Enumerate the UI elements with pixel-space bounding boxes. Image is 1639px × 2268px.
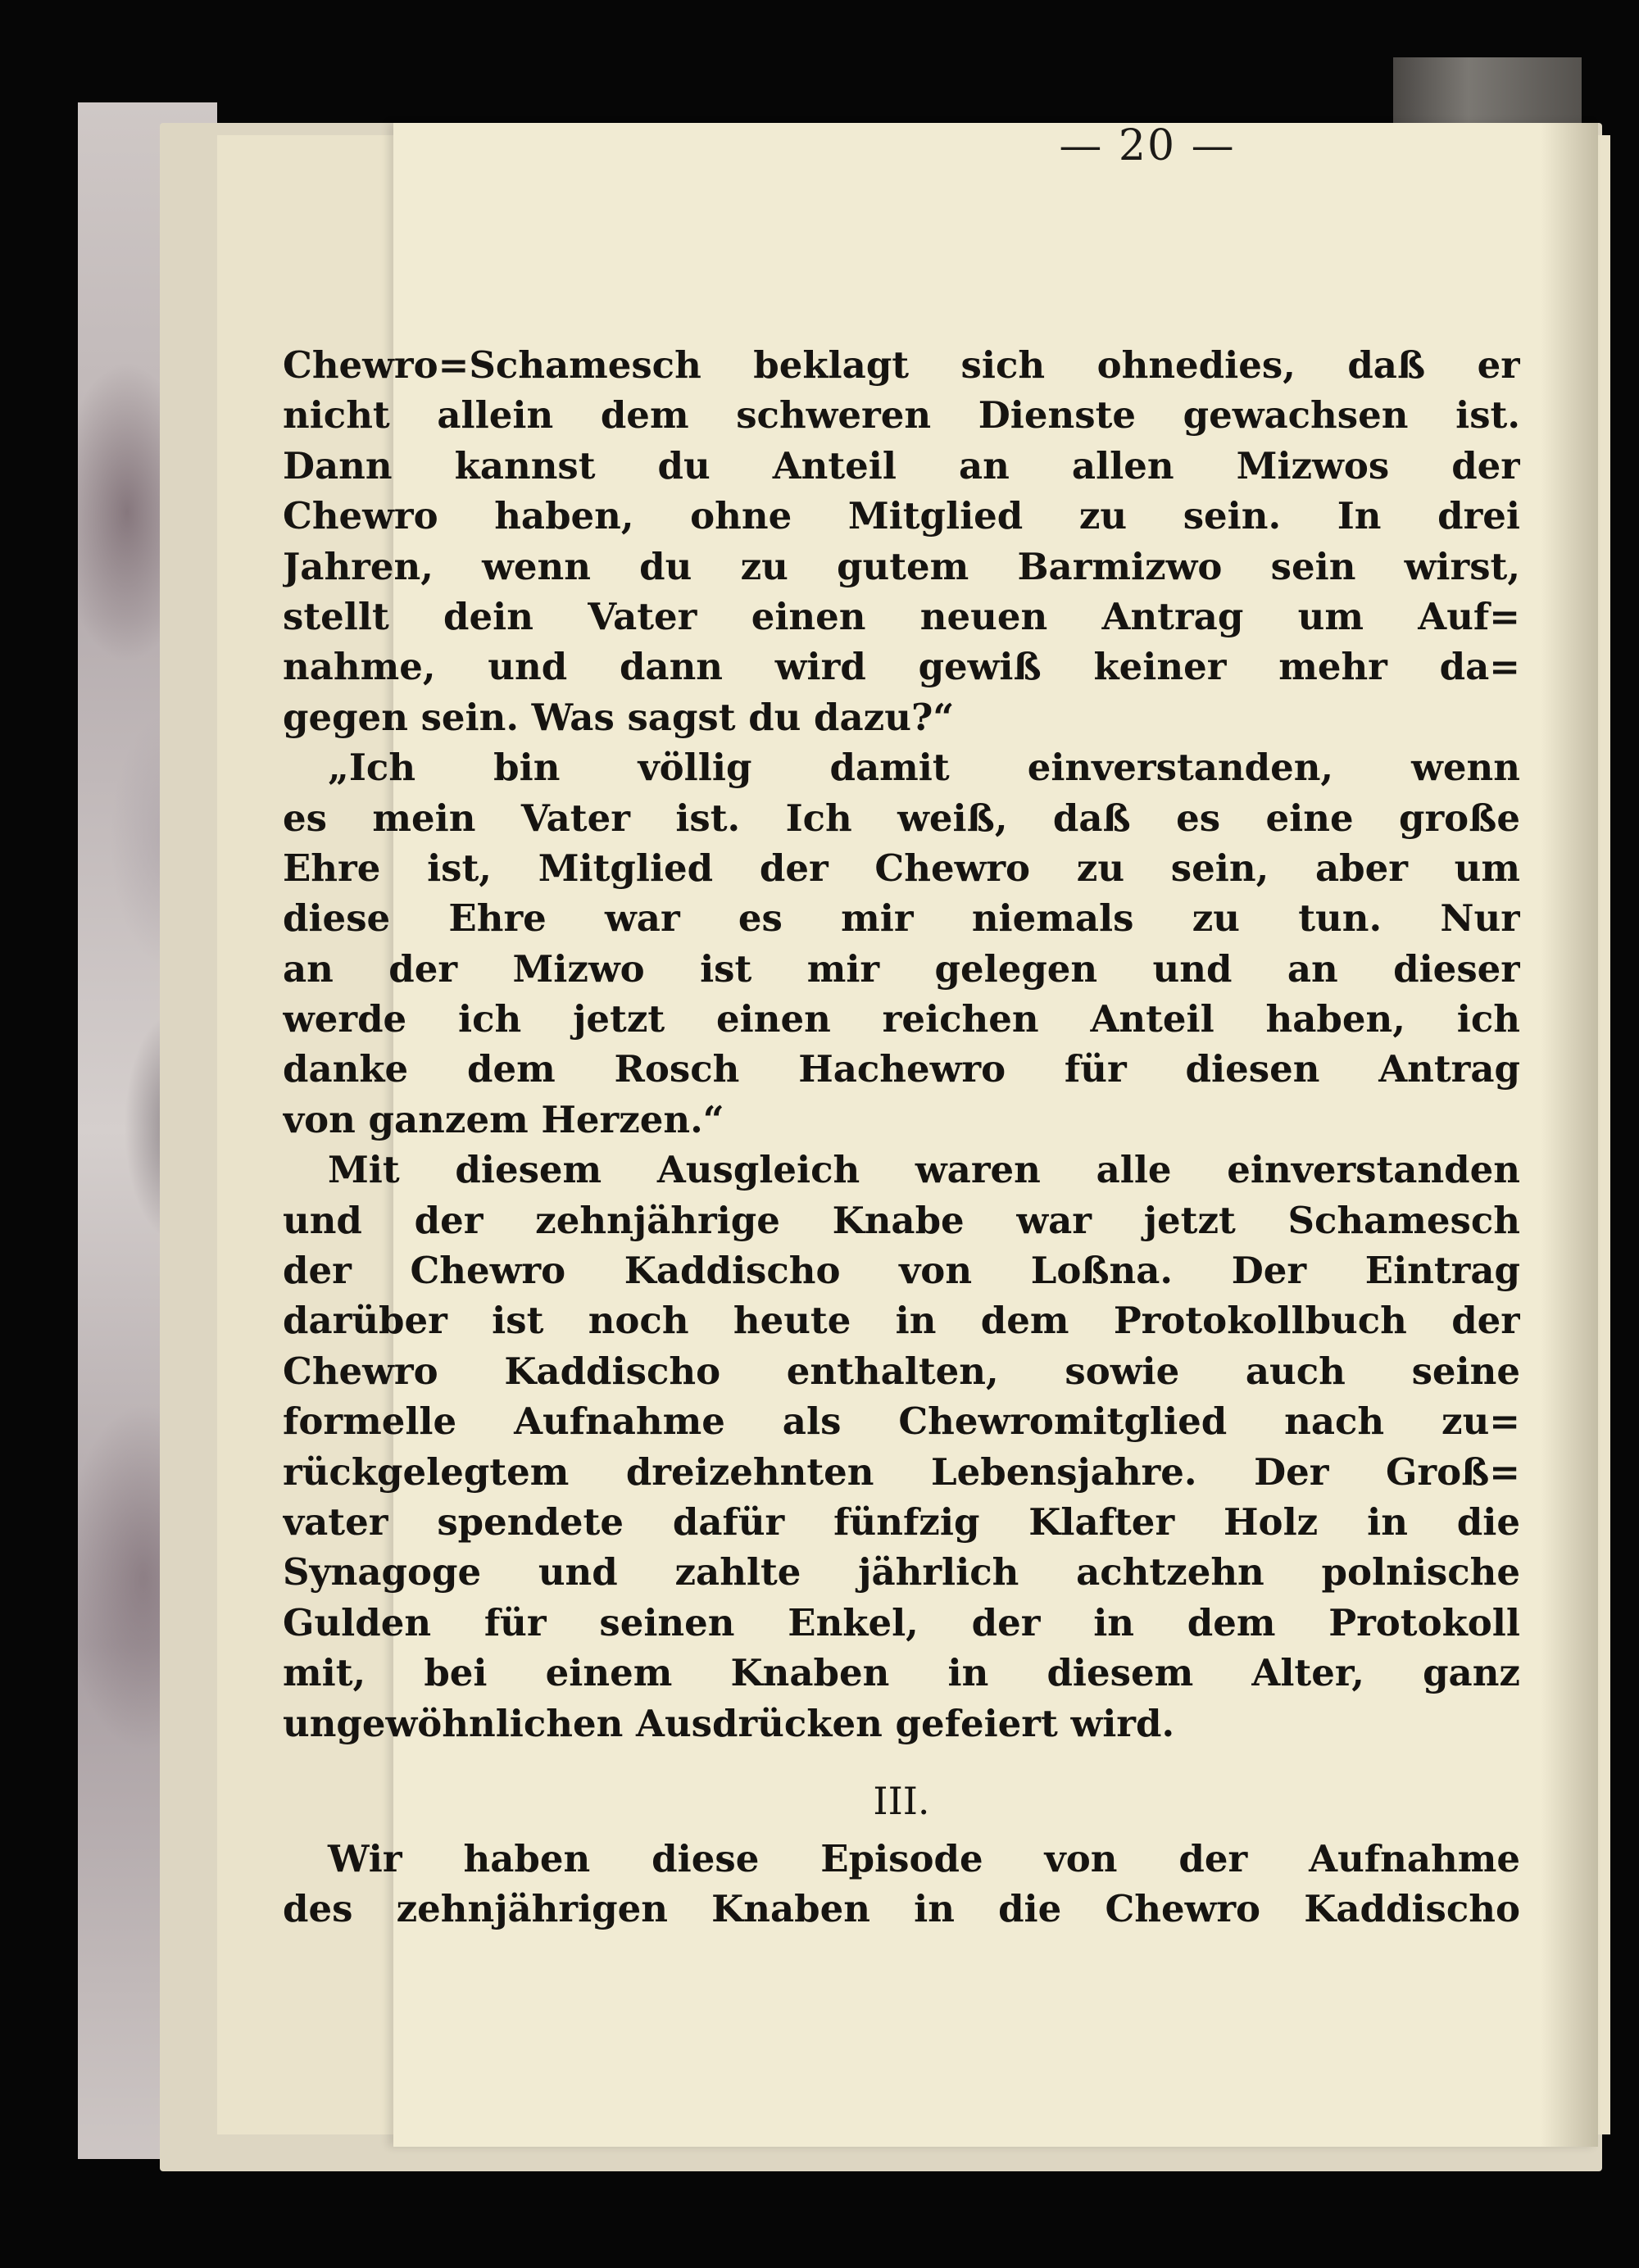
- text-line: werde ich jetzt einen reichen Anteil haben, ich: [283, 997, 1520, 1041]
- text-line: Ehre ist, Mitglied der Chewro zu sein, aber um: [283, 846, 1520, 890]
- text-line: gegen sein. Was sagst du dazu?“: [283, 695, 955, 739]
- text-line: mit, bei einem Knaben in diesem Alter, ganz: [283, 1651, 1520, 1695]
- text-line: Wir haben diese Episode von der Aufnahme: [328, 1836, 1520, 1880]
- text-line: vater spendete dafür fünfzig Klafter Holz in die: [283, 1499, 1520, 1544]
- text-line: nahme, und dann wird gewiß keiner mehr da=: [283, 645, 1520, 689]
- text-line: ungewöhnlichen Ausdrücken gefeiert wird.: [283, 1701, 1175, 1745]
- text-line: Chewro haben, ohne Mitglied zu sein. In drei: [283, 494, 1520, 538]
- text-line: Mit diesem Ausgleich waren alle einverstanden: [328, 1148, 1520, 1192]
- page-number-label: — 20 —: [1059, 121, 1236, 170]
- text-line: stellt dein Vater einen neuen Antrag um Auf=: [283, 594, 1520, 638]
- text-line: des zehnjährigen Knaben in die Chewro Kaddischo: [283, 1887, 1520, 1931]
- text-line: danke dem Rosch Hachewro für diesen Antrag: [283, 1047, 1520, 1091]
- text-line: Chewro Kaddischo enthalten, sowie auch seine: [283, 1349, 1520, 1393]
- text-line: diese Ehre war es mir niemals zu tun. Nur: [283, 896, 1520, 941]
- text-line: darüber ist noch heute in dem Protokollbuch der: [283, 1299, 1520, 1343]
- body-text: [283, 340, 1520, 1935]
- text-line: Gulden für seinen Enkel, der in dem Protokoll: [283, 1600, 1520, 1644]
- text-line: formelle Aufnahme als Chewromitglied nach zu=: [283, 1399, 1520, 1444]
- paragraph-2: [283, 742, 1520, 1145]
- text-line: der Chewro Kaddischo von Loßna. Der Eintrag: [283, 1249, 1520, 1293]
- paragraph-4: [283, 1834, 1520, 1935]
- page-gutter-shadow: [1541, 123, 1598, 2147]
- text-line: Chewro=Schamesch beklagt sich ohnedies, daß er: [283, 343, 1520, 387]
- text-line: von ganzem Herzen.“: [283, 1097, 724, 1141]
- text-line: an der Mizwo ist mir gelegen und an dieser: [283, 946, 1520, 991]
- text-line: und der zehnjährige Knabe war jetzt Schamesch: [283, 1198, 1520, 1242]
- paragraph-3: [283, 1145, 1520, 1749]
- paragraph-1: [283, 340, 1520, 742]
- text-line: Jahren, wenn du zu gutem Barmizwo sein wirst,: [283, 544, 1520, 588]
- text-line: Synagoge und zahlte jährlich achtzehn polnische: [283, 1550, 1520, 1594]
- text-line: es mein Vater ist. Ich weiß, daß es eine große: [283, 796, 1520, 840]
- text-line: nicht allein dem schweren Dienste gewachsen ist.: [283, 393, 1520, 438]
- section-heading: III.: [873, 1778, 930, 1823]
- text-line: Dann kannst du Anteil an allen Mizwos der: [283, 443, 1520, 488]
- text-line: rückgelegtem dreizehnten Lebensjahre. Der Groß=: [283, 1449, 1520, 1494]
- text-line: „Ich bin völlig damit einverstanden, wenn: [328, 746, 1520, 790]
